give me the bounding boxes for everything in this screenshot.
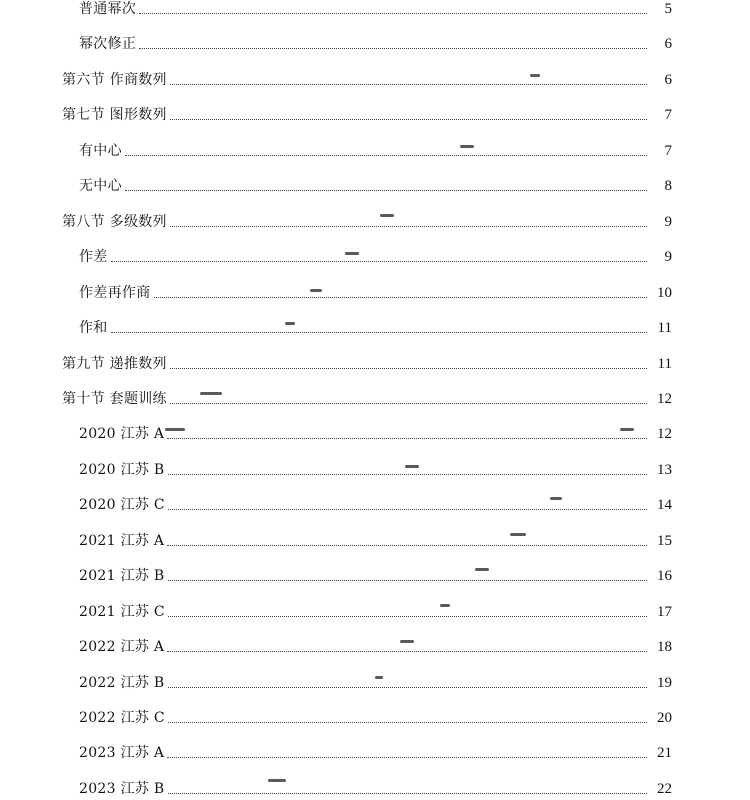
toc-entry-label: 2020 江苏 A xyxy=(79,426,165,443)
dot-leader xyxy=(167,438,647,439)
toc-page-number: 8 xyxy=(664,178,672,195)
toc-entry-label: 作差再作商 xyxy=(79,284,151,301)
toc-entry-label: 作差 xyxy=(79,249,108,266)
scan-artifact xyxy=(620,428,634,431)
scan-artifact xyxy=(550,497,562,500)
dot-leader xyxy=(168,474,647,475)
toc-page-number: 16 xyxy=(657,568,672,585)
toc-entry-label: 2020 江苏 B xyxy=(79,461,165,478)
toc-page-number: 20 xyxy=(657,710,672,726)
scan-artifact xyxy=(460,145,474,148)
toc-entry-label: 2022 江苏 C xyxy=(79,710,165,726)
toc-entry-label: 普通幂次 xyxy=(79,1,137,17)
dot-leader xyxy=(139,48,647,49)
toc-entry-label: 第十节 套题训练 xyxy=(62,390,167,407)
toc-section-entry[interactable] xyxy=(0,347,750,373)
toc-entry-label: 第六节 作商数列 xyxy=(62,71,167,88)
dot-leader xyxy=(170,368,647,369)
dot-leader xyxy=(139,13,647,14)
toc-entry-label: 2023 江苏 B xyxy=(79,780,165,797)
dot-leader xyxy=(168,580,647,581)
dot-leader xyxy=(111,261,647,262)
toc-page-number: 12 xyxy=(657,390,672,407)
toc-entry-label: 2023 江苏 A xyxy=(79,745,165,762)
toc-subsection-entry[interactable] xyxy=(0,701,750,727)
toc-entry-label: 第七节 图形数列 xyxy=(62,107,167,124)
toc-section-entry[interactable] xyxy=(0,382,750,408)
toc-subsection-entry[interactable] xyxy=(0,417,750,443)
dot-leader xyxy=(168,793,647,794)
toc-subsection-entry[interactable] xyxy=(0,772,750,798)
toc-entry-label: 幂次修正 xyxy=(79,36,137,53)
toc-page-number: 15 xyxy=(657,532,672,549)
toc-page-number: 7 xyxy=(664,142,672,159)
toc-entry-label: 2020 江苏 C xyxy=(79,497,165,514)
toc-page-number: 9 xyxy=(664,213,672,230)
scan-artifact xyxy=(268,779,286,782)
toc-entry-label: 有中心 xyxy=(79,142,122,159)
toc-subsection-entry[interactable] xyxy=(0,311,750,337)
dot-leader xyxy=(168,722,647,723)
toc-page-number: 14 xyxy=(657,497,672,514)
dot-leader xyxy=(168,509,647,510)
toc-page-number: 19 xyxy=(657,674,672,691)
scan-artifact xyxy=(400,640,414,643)
dot-leader xyxy=(167,651,647,652)
toc-entry-label: 无中心 xyxy=(79,178,122,195)
toc-subsection-entry[interactable] xyxy=(0,134,750,160)
dot-leader xyxy=(154,297,648,298)
dot-leader xyxy=(170,119,647,120)
toc-subsection-entry[interactable] xyxy=(0,736,750,762)
toc-page-number: 6 xyxy=(664,71,672,88)
toc-subsection-entry[interactable] xyxy=(0,240,750,266)
toc-entry-label: 第九节 递推数列 xyxy=(62,355,167,372)
dot-leader xyxy=(170,403,647,404)
scan-artifact xyxy=(440,604,450,607)
toc-subsection-entry[interactable] xyxy=(0,524,750,550)
toc-page-number: 21 xyxy=(657,745,672,762)
toc-entry-label: 2022 江苏 B xyxy=(79,674,165,691)
toc-section-entry[interactable] xyxy=(0,98,750,124)
scan-artifact xyxy=(405,465,419,468)
dot-leader xyxy=(167,545,647,546)
toc-page-number: 11 xyxy=(657,355,672,372)
dot-leader xyxy=(125,155,647,156)
toc-subsection-entry[interactable] xyxy=(0,169,750,195)
toc-section-entry[interactable] xyxy=(0,63,750,89)
scan-artifact xyxy=(310,289,322,292)
scan-artifact xyxy=(285,322,295,325)
toc-entry-label: 2022 江苏 A xyxy=(79,639,165,656)
scan-artifact xyxy=(510,533,526,536)
toc-page-number: 6 xyxy=(664,36,672,53)
dot-leader xyxy=(170,84,647,85)
toc-page-number: 17 xyxy=(657,603,672,620)
scan-artifact xyxy=(165,428,185,431)
toc-entry-label: 2021 江苏 A xyxy=(79,532,165,549)
toc-subsection-entry[interactable] xyxy=(0,27,750,53)
toc-subsection-entry[interactable] xyxy=(0,595,750,621)
toc-subsection-entry[interactable] xyxy=(0,559,750,585)
scan-artifact xyxy=(530,74,540,77)
toc-page-number: 10 xyxy=(657,284,672,301)
toc-subsection-entry[interactable] xyxy=(0,630,750,656)
dot-leader xyxy=(125,190,647,191)
toc-entry-label: 2021 江苏 B xyxy=(79,568,165,585)
toc-page-number: 13 xyxy=(657,461,672,478)
toc-section-entry[interactable] xyxy=(0,205,750,231)
toc-page-number: 22 xyxy=(657,780,672,797)
toc-page-number: 12 xyxy=(657,426,672,443)
toc-entry-label: 作和 xyxy=(79,320,108,337)
scan-artifact xyxy=(345,252,359,255)
toc-page-number: 18 xyxy=(657,639,672,656)
toc-page-number: 9 xyxy=(664,249,672,266)
toc-subsection-entry[interactable] xyxy=(0,488,750,514)
toc-page-number: 11 xyxy=(657,320,672,337)
scan-artifact xyxy=(475,568,489,571)
scan-artifact xyxy=(380,214,394,217)
toc-subsection-entry[interactable] xyxy=(0,0,750,18)
dot-leader xyxy=(111,332,647,333)
toc-page-number: 5 xyxy=(664,1,672,17)
dot-leader xyxy=(168,616,647,617)
toc-subsection-entry[interactable] xyxy=(0,453,750,479)
toc-page-number: 7 xyxy=(664,107,672,124)
scan-artifact xyxy=(375,676,383,679)
toc-entry-label: 第八节 多级数列 xyxy=(62,213,167,230)
dot-leader xyxy=(170,226,647,227)
toc-entry-label: 2021 江苏 C xyxy=(79,603,165,620)
toc-subsection-entry[interactable] xyxy=(0,276,750,302)
scan-artifact xyxy=(200,392,222,395)
dot-leader xyxy=(168,687,647,688)
dot-leader xyxy=(167,757,647,758)
